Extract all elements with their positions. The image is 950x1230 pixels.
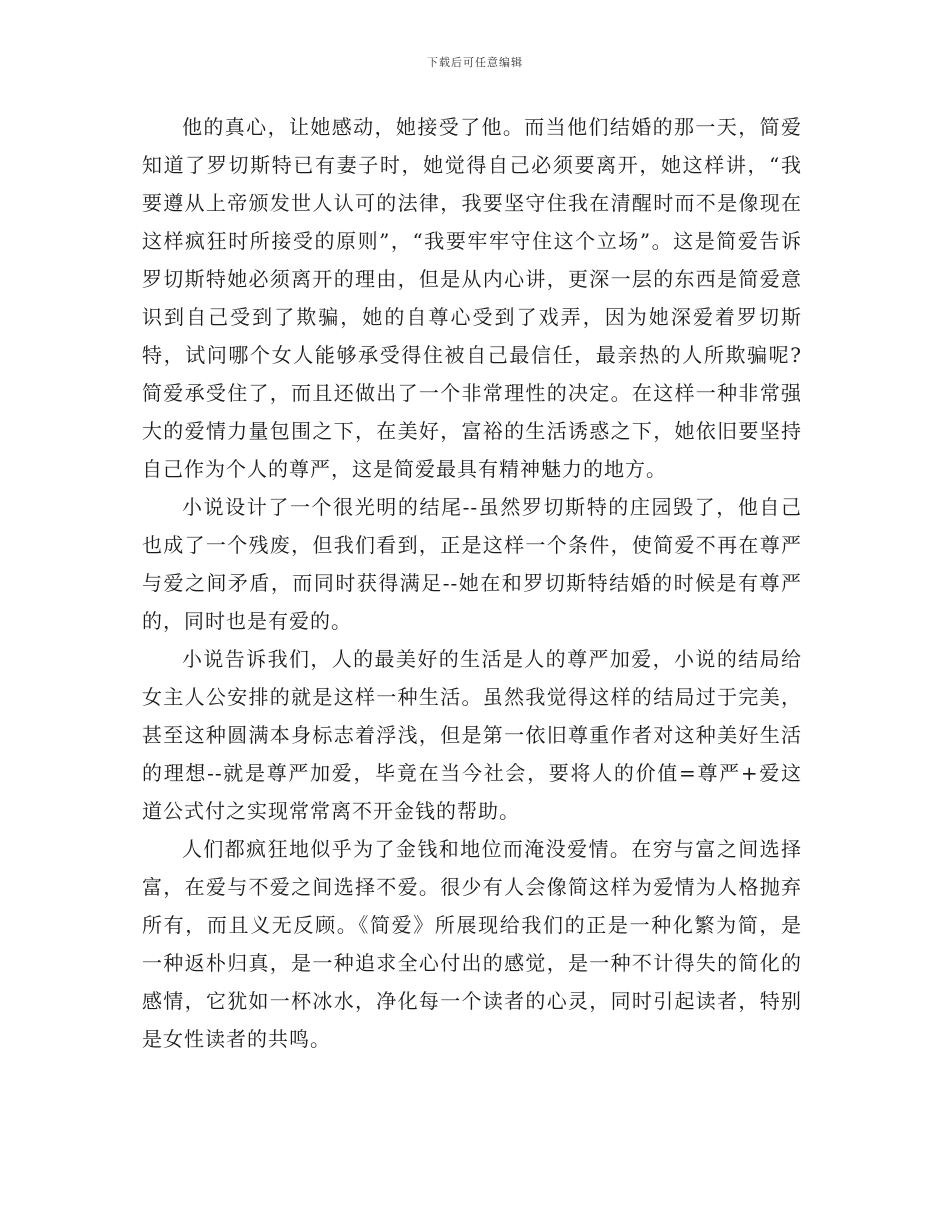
paragraph-1: 他的真心，让她感动，她接受了他。而当他们结婚的那一天，简爱知道了罗切斯特已有妻子时，她觉得自己必须要离开，她这样讲，“我要遵从上帝颁发世人认可的法律，我要坚守住我在清醒时而不是像现在这样疯狂时所接受的原则”，“我要牢牢守住这个立场”。这是简爱告诉罗切斯特她必须离开的理由，但是从内心讲，更深一层的东西是简爱意识到自己受到了欺骗，她的自尊心受到了戏弄，因为她深爱着罗切斯特，试问哪个女人能够承受得住被自己最信任，最亲热的人所欺骗呢?简爱承受住了，而且还做出了一个非常理性的决定。在这样一种非常强大的爱情力量包围之下，在美好，富裕的生活诱惑之下，她依旧要坚持自己作为个人的尊严，这是简爱最具有精神魅力的地方。 bbox=[142, 115, 802, 481]
paragraph-2: 小说设计了一个很光明的结尾--虽然罗切斯特的庄园毁了，他自己也成了一个残废，但我们看到，正是这样一个条件，使简爱不再在尊严与爱之间矛盾，而同时获得满足--她在和罗切斯特结婚的时候是有尊严的，同时也是有爱的。 bbox=[142, 495, 802, 633]
page-header: 下载后可任意编辑 bbox=[427, 56, 523, 69]
document-body bbox=[142, 108, 802, 1058]
paragraph-4: 人们都疯狂地似乎为了金钱和地位而淹没爱情。在穷与富之间选择富，在爱与不爱之间选择不爱。很少有人会像简这样为爱情为人格抛弃所有，而且义无反顾。《简爱》所展现给我们的正是一种化繁为简，是一种返朴归真，是一种追求全心付出的感觉，是一种不计得失的简化的感情，它犹如一杯冰水，净化每一个读者的心灵，同时引起读者，特别是女性读者的共鸣。 bbox=[142, 837, 802, 1051]
paragraph-3: 小说告诉我们，人的最美好的生活是人的尊严加爱，小说的结局给女主人公安排的就是这样一种生活。虽然我觉得这样的结局过于完美，甚至这种圆满本身标志着浮浅，但是第一依旧尊重作者对这种美好生活的理想--就是尊严加爱，毕竟在当今社会，要将人的价值=尊严+爱这道公式付之实现常常离不开金钱的帮助。 bbox=[142, 647, 802, 823]
